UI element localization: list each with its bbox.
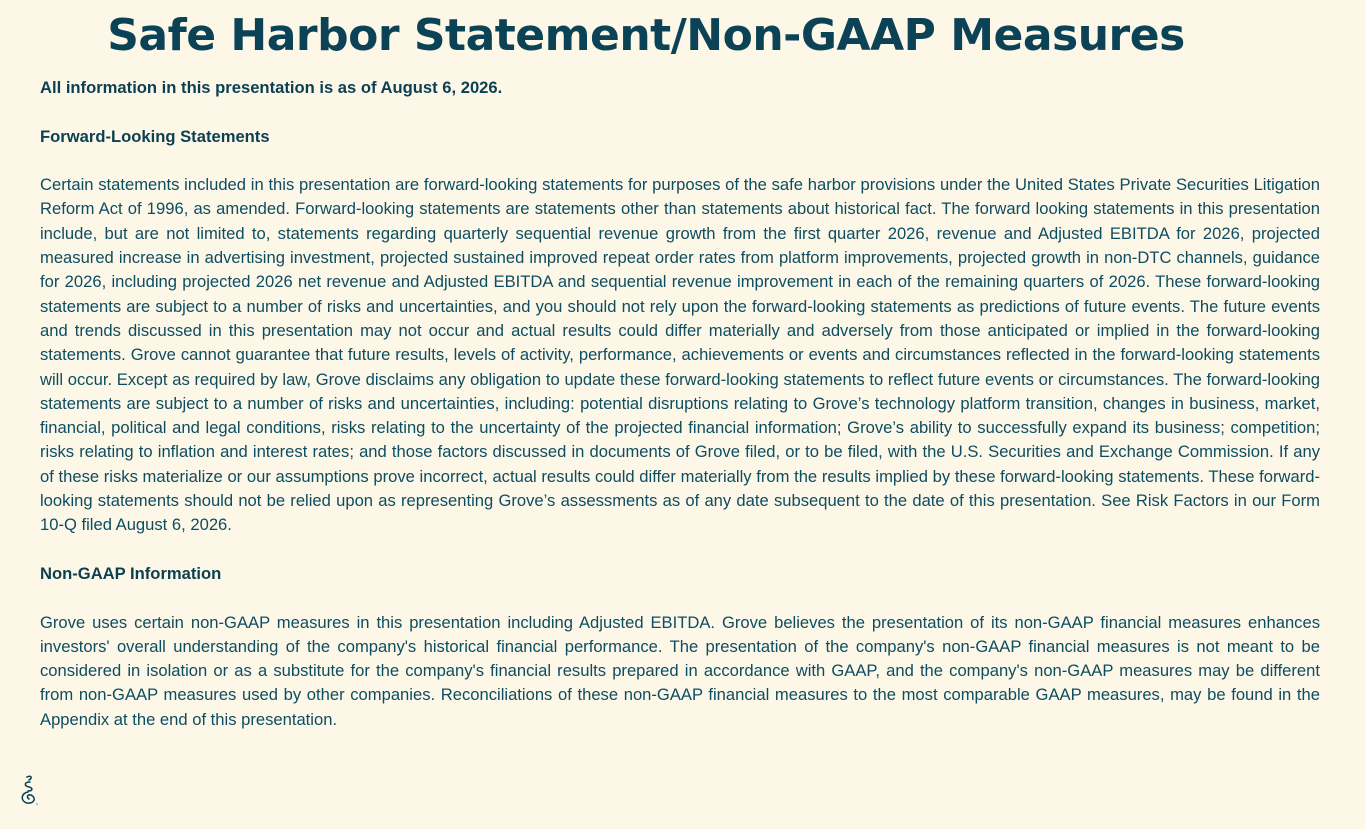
spacer [40, 100, 1320, 124]
slide-content [40, 76, 1320, 732]
forward-looking-body: Certain statements included in this presentation are forward-looking statements for purposes of the safe harbor provisions under the United States Private Securities Litigation Reform Act of 1996, as amended. Forward-looking statements are statements other than statements about historical fact. The forward looking statements in this presentation include, but are not limited to, statements regarding quarterly sequential revenue growth from the first quarter 2026, revenue and Adjusted EBITDA for 2026, projected measured increase in advertising investment, projected sustained improved repeat order rates from platform improvements, projected growth in non-DTC channels, guidance for 2026, including projected 2026 net revenue and Adjusted EBITDA and sequential revenue improvement in each of the remaining quarters of 2026. These forward-looking statements are subject to a number of risks and uncertainties, and you should not rely upon the forward-looking statements as predictions of future events. The future events and trends discussed in this presentation may not occur and actual results could differ materially and adversely from those anticipated or implied in the forward-looking statements. Grove cannot guarantee that future results, levels of activity, performance, achievements or events and circumstances reflected in the forward-looking statements will occur. Except as required by law, Grove disclaims any obligation to update these forward-looking statements to reflect future events or circumstances. The forward-looking statements are subject to a number of risks and uncertainties, including: potential disruptions relating to Grove’s technology platform transition, changes in business, market, financial, political and legal conditions, risks relating to the uncertainty of the projected financial information; Grove’s ability to successfully expand its business; competition; risks relating to inflation and interest rates; and those factors discussed in documents of Grove filed, or to be filed, with the U.S. Securities and Exchange Commission. If any of these risks materialize or our assumptions prove incorrect, actual results could differ materially from the results implied by these forward-looking statements. These forward-looking statements should not be relied upon as representing Grove’s assessments as of any date subsequent to the date of this presentation. See Risk Factors in our Form 10-Q filed August 6, 2026. [40, 175, 1320, 535]
as-of-note: All information in this presentation is as of August 6, 2026. [40, 78, 503, 97]
non-gaap-body: Grove uses certain non-GAAP measures in this presentation including Adjusted EBITDA. Grove believes the presentation of its non-GAAP financial measures enhances investors' overall understanding of the company's historical financial performance. The presentation of the company's non-GAAP financial measures is not meant to be considered in isolation or as a substitute for the company's financial results prepared in accordance with GAAP, and the company's non-GAAP measures may be different from non-GAAP measures used by other companies. Reconciliations of these non-GAAP financial measures to the most comparable GAAP measures, may be found in the Appendix at the end of this presentation. [40, 612, 1320, 729]
spacer [40, 586, 1320, 610]
spacer [40, 149, 1320, 173]
non-gaap-heading: Non-GAAP Information [40, 563, 222, 583]
forward-looking-heading: Forward-Looking Statements [40, 126, 270, 146]
grove-logo-icon [18, 773, 40, 807]
spacer [40, 538, 1320, 562]
slide-title: Safe Harbor Statement/Non-GAAP Measures [107, 10, 1185, 61]
